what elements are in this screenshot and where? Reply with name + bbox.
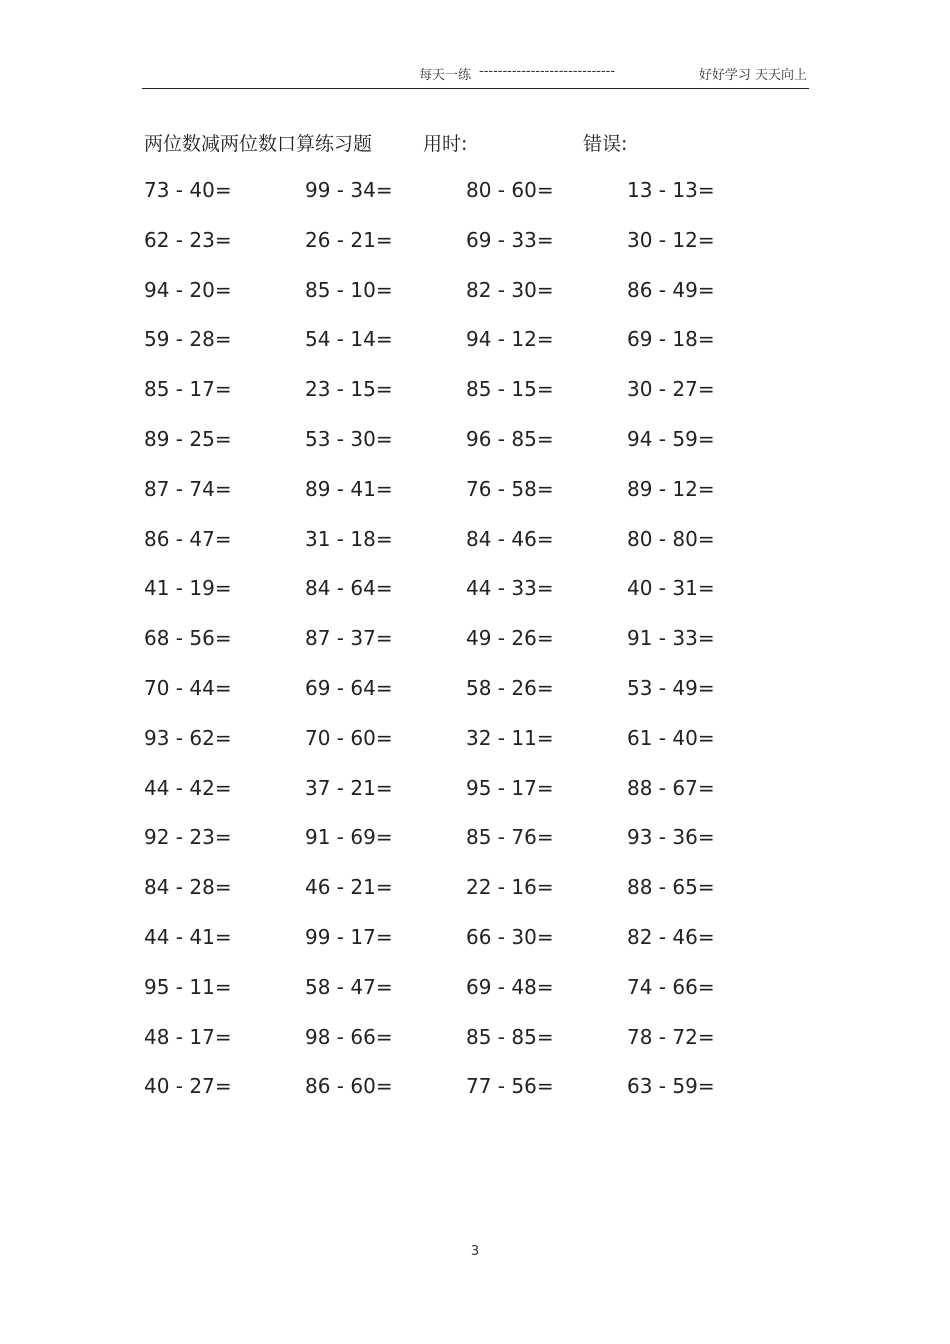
problem-item: 93 - 62=: [144, 725, 232, 750]
problem-item: 92 - 23=: [144, 825, 232, 850]
page-header: [142, 64, 809, 84]
header-divider: [142, 88, 809, 89]
problem-item: 94 - 12=: [466, 327, 554, 352]
problem-row: [144, 724, 784, 774]
problem-row: [144, 1072, 784, 1122]
problem-item: 31 - 18=: [305, 526, 393, 551]
problem-item: 96 - 85=: [466, 426, 554, 451]
problem-item: 63 - 59=: [627, 1074, 715, 1099]
problem-item: 94 - 20=: [144, 277, 232, 302]
problem-row: [144, 973, 784, 1023]
problem-item: 78 - 72=: [627, 1024, 715, 1049]
problem-item: 82 - 46=: [627, 924, 715, 949]
problem-row: [144, 624, 784, 674]
worksheet-title: 两位数减两位数口算练习题: [144, 133, 373, 155]
problem-item: 89 - 25=: [144, 426, 232, 451]
problem-item: 88 - 65=: [627, 875, 715, 900]
problem-item: 44 - 42=: [144, 775, 232, 800]
problem-item: 95 - 11=: [144, 974, 232, 999]
header-right-text: 好好学习 天天向上: [698, 68, 807, 83]
problem-item: 59 - 28=: [144, 327, 232, 352]
problem-item: 84 - 64=: [305, 576, 393, 601]
problem-item: 23 - 15=: [305, 377, 393, 402]
problem-row: [144, 325, 784, 375]
problem-item: 80 - 60=: [466, 178, 554, 202]
problem-item: 32 - 11=: [466, 725, 554, 750]
problem-item: 61 - 40=: [627, 725, 715, 750]
problem-row: [144, 475, 784, 525]
problem-row: [144, 176, 784, 226]
page-number: 3: [470, 1244, 480, 1259]
problem-item: 22 - 16=: [466, 875, 554, 900]
problem-item: 69 - 18=: [627, 327, 715, 352]
problem-item: 44 - 33=: [466, 576, 554, 601]
problem-item: 58 - 26=: [466, 675, 554, 700]
problem-item: 85 - 76=: [466, 825, 554, 850]
problem-item: 37 - 21=: [305, 775, 393, 800]
problem-item: 13 - 13=: [627, 178, 715, 202]
problem-item: 82 - 30=: [466, 277, 554, 302]
problem-item: 86 - 60=: [305, 1074, 393, 1099]
problem-item: 30 - 27=: [627, 377, 715, 402]
problem-item: 48 - 17=: [144, 1024, 232, 1049]
problem-row: [144, 276, 784, 326]
problem-row: [144, 823, 784, 873]
problem-item: 91 - 33=: [627, 626, 715, 651]
problem-item: 85 - 17=: [144, 377, 232, 402]
problem-row: [144, 525, 784, 575]
problem-item: 58 - 47=: [305, 974, 393, 999]
header-left-text: 每天一练: [419, 68, 472, 83]
problem-item: 86 - 49=: [627, 277, 715, 302]
problem-item: 44 - 41=: [144, 924, 232, 949]
problem-item: 40 - 27=: [144, 1074, 232, 1099]
problem-row: [144, 226, 784, 276]
problem-item: 26 - 21=: [305, 227, 393, 252]
problem-item: 86 - 47=: [144, 526, 232, 551]
problem-item: 49 - 26=: [466, 626, 554, 651]
problem-item: 93 - 36=: [627, 825, 715, 850]
error-label: 错误:: [583, 133, 628, 155]
problem-item: 87 - 37=: [305, 626, 393, 651]
problem-item: 91 - 69=: [305, 825, 393, 850]
problem-item: 89 - 12=: [627, 476, 715, 501]
problem-item: 99 - 34=: [305, 178, 393, 202]
problem-grid: [144, 176, 784, 1122]
problem-item: 53 - 30=: [305, 426, 393, 451]
problem-item: 54 - 14=: [305, 327, 393, 352]
problem-item: 99 - 17=: [305, 924, 393, 949]
problem-item: 87 - 74=: [144, 476, 232, 501]
problem-item: 68 - 56=: [144, 626, 232, 651]
problem-item: 40 - 31=: [627, 576, 715, 601]
problem-item: 66 - 30=: [466, 924, 554, 949]
problem-item: 77 - 56=: [466, 1074, 554, 1099]
header-dashes: -----------------------------: [479, 64, 616, 79]
problem-item: 84 - 28=: [144, 875, 232, 900]
problem-item: 98 - 66=: [305, 1024, 393, 1049]
problem-row: [144, 774, 784, 824]
problem-row: [144, 674, 784, 724]
problem-item: 70 - 60=: [305, 725, 393, 750]
problem-item: 41 - 19=: [144, 576, 232, 601]
problem-item: 89 - 41=: [305, 476, 393, 501]
problem-row: [144, 425, 784, 475]
problem-item: 69 - 64=: [305, 675, 393, 700]
problem-row: [144, 375, 784, 425]
problem-item: 69 - 48=: [466, 974, 554, 999]
problem-item: 88 - 67=: [627, 775, 715, 800]
problem-row: [144, 574, 784, 624]
problem-item: 80 - 80=: [627, 526, 715, 551]
problem-row: [144, 1023, 784, 1073]
problem-item: 76 - 58=: [466, 476, 554, 501]
problem-item: 30 - 12=: [627, 227, 715, 252]
problem-item: 95 - 17=: [466, 775, 554, 800]
problem-item: 94 - 59=: [627, 426, 715, 451]
problem-item: 53 - 49=: [627, 675, 715, 700]
problem-item: 62 - 23=: [144, 227, 232, 252]
problem-item: 46 - 21=: [305, 875, 393, 900]
problem-row: [144, 923, 784, 973]
problem-item: 85 - 85=: [466, 1024, 554, 1049]
problem-row: [144, 873, 784, 923]
problem-item: 85 - 10=: [305, 277, 393, 302]
problem-item: 70 - 44=: [144, 675, 232, 700]
problem-item: 69 - 33=: [466, 227, 554, 252]
problem-item: 84 - 46=: [466, 526, 554, 551]
problem-item: 74 - 66=: [627, 974, 715, 999]
problem-item: 73 - 40=: [144, 178, 232, 202]
problem-item: 85 - 15=: [466, 377, 554, 402]
time-label: 用时:: [423, 133, 468, 155]
